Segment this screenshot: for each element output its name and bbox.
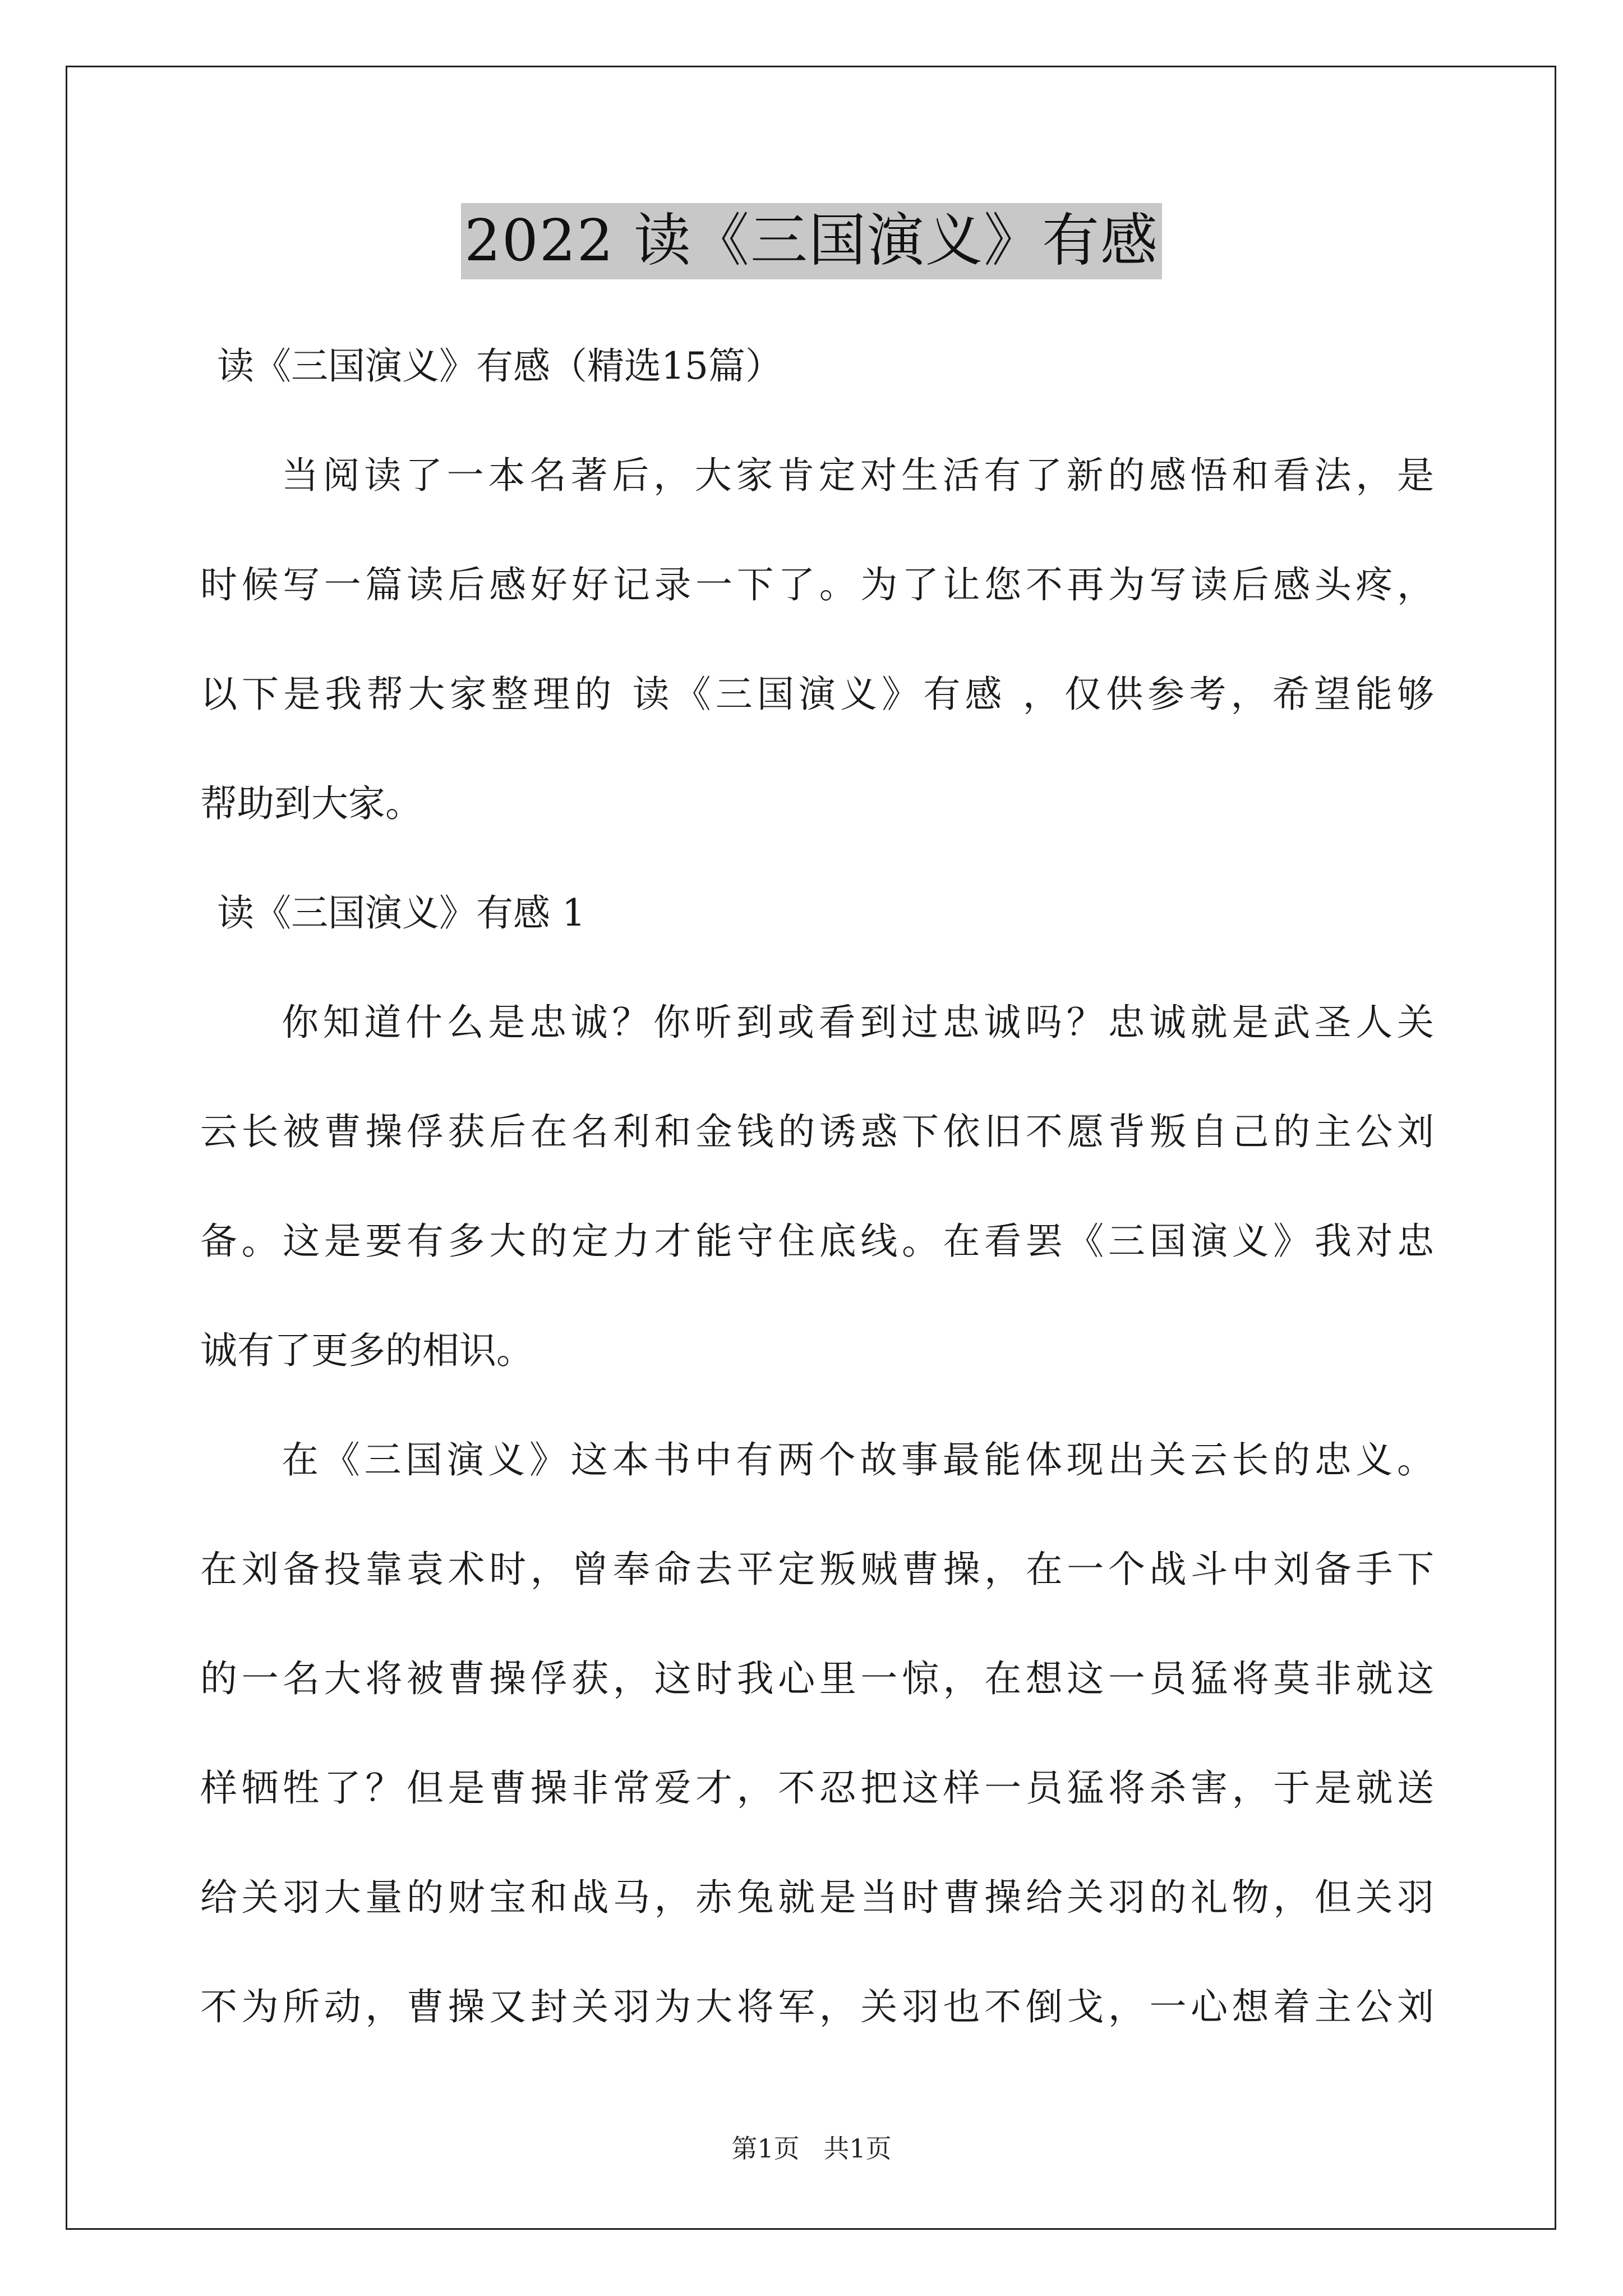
paragraph-line: 备。这是要有多大的定力才能守住底线。在看罢《三国演义》我对忠 [200,1220,1434,1263]
paragraph-line: 样牺牲了？但是曹操非常爱才，不忍把这样一员猛将杀害，于是就送 [200,1766,1434,1810]
paragraph-line: 在刘备投靠袁术时，曾奉命去平定叛贼曹操，在一个战斗中刘备手下 [200,1548,1434,1591]
section-heading: 读《三国演义》有感 1 [217,891,585,935]
paragraph-line: 以下是我帮大家整理的 读《三国演义》有感 ，仅供参考，希望能够 [200,673,1434,716]
paragraph-line: 云长被曹操俘获后在名利和金钱的诱惑下依旧不愿背叛自己的主公刘 [200,1110,1434,1153]
paragraph-line: 不为所动，曹操又封关羽为大将军，关羽也不倒戈，一心想着主公刘 [200,1985,1434,2028]
title-container [0,203,1623,279]
page-number: 第1页 [731,2133,800,2164]
paragraph-line: 诚有了更多的相识。 [200,1329,533,1372]
paragraph-line: 时候写一篇读后感好好记录一下了。为了让您不再为写读后感头疼， [200,563,1434,606]
paragraph-line: 你知道什么是忠诚？你听到或看到过忠诚吗？忠诚就是武圣人关 [282,1001,1434,1044]
page-total: 共1页 [823,2133,892,2164]
subtitle: 读《三国演义》有感（精选15篇） [217,344,782,388]
paragraph-line: 当阅读了一本名著后，大家肯定对生活有了新的感悟和看法，是 [282,454,1434,497]
paragraph-line: 帮助到大家。 [200,782,422,825]
paragraph-line: 在《三国演义》这本书中有两个故事最能体现出关云长的忠义。 [282,1438,1434,1481]
paragraph-line: 的一名大将被曹操俘获，这时我心里一惊，在想这一员猛将莫非就这 [200,1657,1434,1700]
document-title: 2022 读《三国演义》有感 [461,203,1162,279]
paragraph-line: 给关羽大量的财宝和战马，赤兔就是当时曹操给关羽的礼物，但关羽 [200,1876,1434,1919]
page-footer [0,2132,1623,2165]
document-body [200,311,1434,2062]
